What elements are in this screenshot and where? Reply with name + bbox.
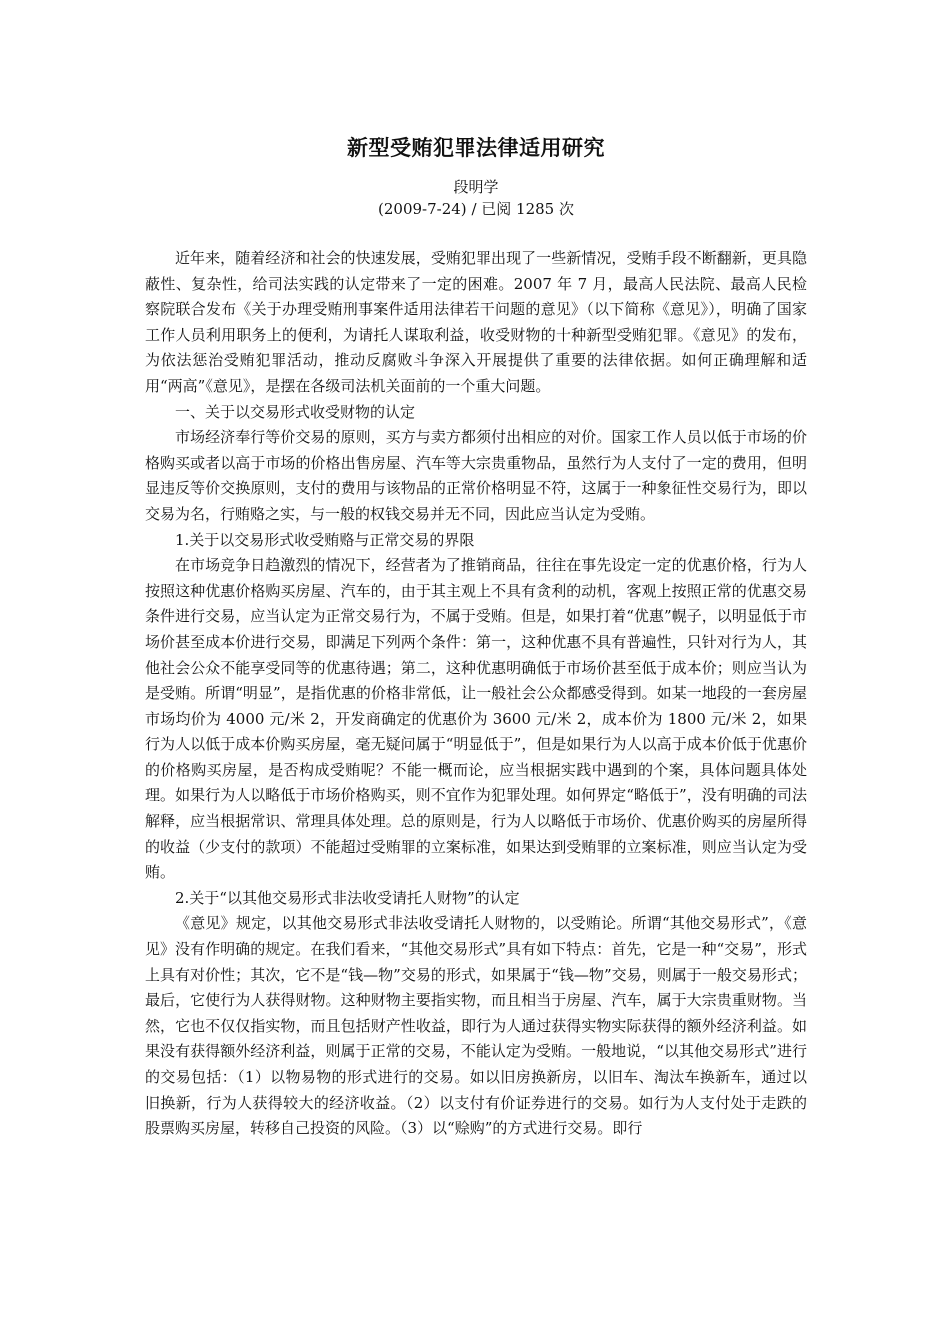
body-paragraph: 在市场竞争日趋激烈的情况下，经营者为了推销商品，往往在事先设定一定的优惠价格，行为人按照这种优惠价格购买房屋、汽车的，由于其主观上不具有贪利的动机，客观上按照正常的优惠交易条件进行交易，应当认定为正常交易行为，不属于受贿。但是，如果打着“优惠”幌子，以明显低于市场价甚至成本价进行交易，即满足下列两个条件：第一，这种优惠不具有普遍性，只针对行为人，其他社会公众不能享受同等的优惠待遇；第二，这种优惠明确低于市场价甚至低于成本价；则应当认为是受贿。所谓“明显”，是指优惠的价格非常低，让一般社会公众都感受得到。如某一地段的一套房屋市场均价为 4000 元/米 2，开发商确定的优惠价为 3600 元/米 2，成本价为 1800 元/米 2，如果行为人以低于成本价购买房屋，毫无疑问属于“明显低于”，但是如果行为人以高于成本价低于优惠价的价格购买房屋，是否构成受贿呢？不能一概而论，应当根据实践中遇到的个案，具体问题具体处理。如果行为人以略低于市场价格购买，则不宜作为犯罪处理。如何界定“略低于”，没有明确的司法解释，应当根据常识、常理具体处理。总的原则是，行为人以略低于市场价、优惠价购买的房屋所得的收益（少支付的款项）不能超过受贿罪的立案标准，如果达到受贿罪的立案标准，则应当认定为受贿。 bbox=[145, 556, 807, 882]
body-paragraph: 《意见》规定，以其他交易形式非法收受请托人财物的，以受贿论。所谓“其他交易形式”，《意见》没有作明确的规定。在我们看来，“其他交易形式”具有如下特点：首先，它是一种“交易”，形式上具有对价性；其次，它不是“钱—物”交易的形式，如果属于“钱—物”交易，则属于一般交易形式；最后，它使行为人获得财物。这种财物主要指实物，而且相当于房屋、汽车，属于大宗贵重财物。当然，它也不仅仅指实物，而且包括财产性收益，即行为人通过获得实物实际获得的额外经济利益。如果没有获得额外经济利益，则属于正常的交易，不能认定为受贿。一般地说，“以其他交易形式”进行的交易包括：（1）以物易物的形式进行的交易。如以旧房换新房，以旧车、淘汰车换新车，通过以旧换新，行为人获得较大的经济收益。（2）以支付有价证券进行的交易。如行为人支付处于走跌的股票购买房屋，转移自己投资的风险。（3）以“赊购”的方式进行交易。即行 bbox=[145, 914, 807, 1138]
article-meta bbox=[145, 198, 807, 220]
section-heading: 一、关于以交易形式收受财物的认定 bbox=[175, 402, 416, 421]
document-page bbox=[145, 132, 807, 1142]
article-title: 新型受贿犯罪法律适用研究 bbox=[347, 135, 605, 160]
article-date: (2009-7-24) bbox=[378, 200, 467, 218]
article-views: 已阅 1285 次 bbox=[481, 200, 574, 218]
subsection-heading: 2.关于“以其他交易形式非法收受请托人财物”的认定 bbox=[175, 888, 520, 907]
intro-paragraph: 近年来，随着经济和社会的快速发展，受贿犯罪出现了一些新情况，受贿手段不断翻新，更具隐蔽性、复杂性，给司法实践的认定带来了一定的困难。2007 年 7 月，最高人民法院、最高人民检察院联合发布《关于办理受贿刑事案件适用法律若干问题的意见》（以下简称《意见》），明确了国家工作人员利用职务上的便利，为请托人谋取利益，收受财物的十种新型受贿犯罪。《意见》的发布，为依法惩治受贿犯罪活动，推动反腐败斗争深入开展提供了重要的法律依据。如何正确理解和适用“两高”《意见》，是摆在各级司法机关面前的一个重大问题。 bbox=[145, 249, 807, 395]
article-author: 段明学 bbox=[453, 178, 499, 196]
meta-separator: / bbox=[466, 200, 482, 218]
body-paragraph: 市场经济奉行等价交易的原则，买方与卖方都须付出相应的对价。国家工作人员以低于市场的价格购买或者以高于市场的价格出售房屋、汽车等大宗贵重物品，虽然行为人支付了一定的费用，但明显违反等价交换原则，支付的费用与该物品的正常价格明显不符，这属于一种象征性交易行为，即以交易为名，行贿赂之实，与一般的权钱交易并无不同，因此应当认定为受贿。 bbox=[145, 428, 807, 523]
subsection-heading: 1.关于以交易形式收受贿赂与正常交易的界限 bbox=[175, 530, 475, 549]
article-body bbox=[145, 246, 807, 1142]
